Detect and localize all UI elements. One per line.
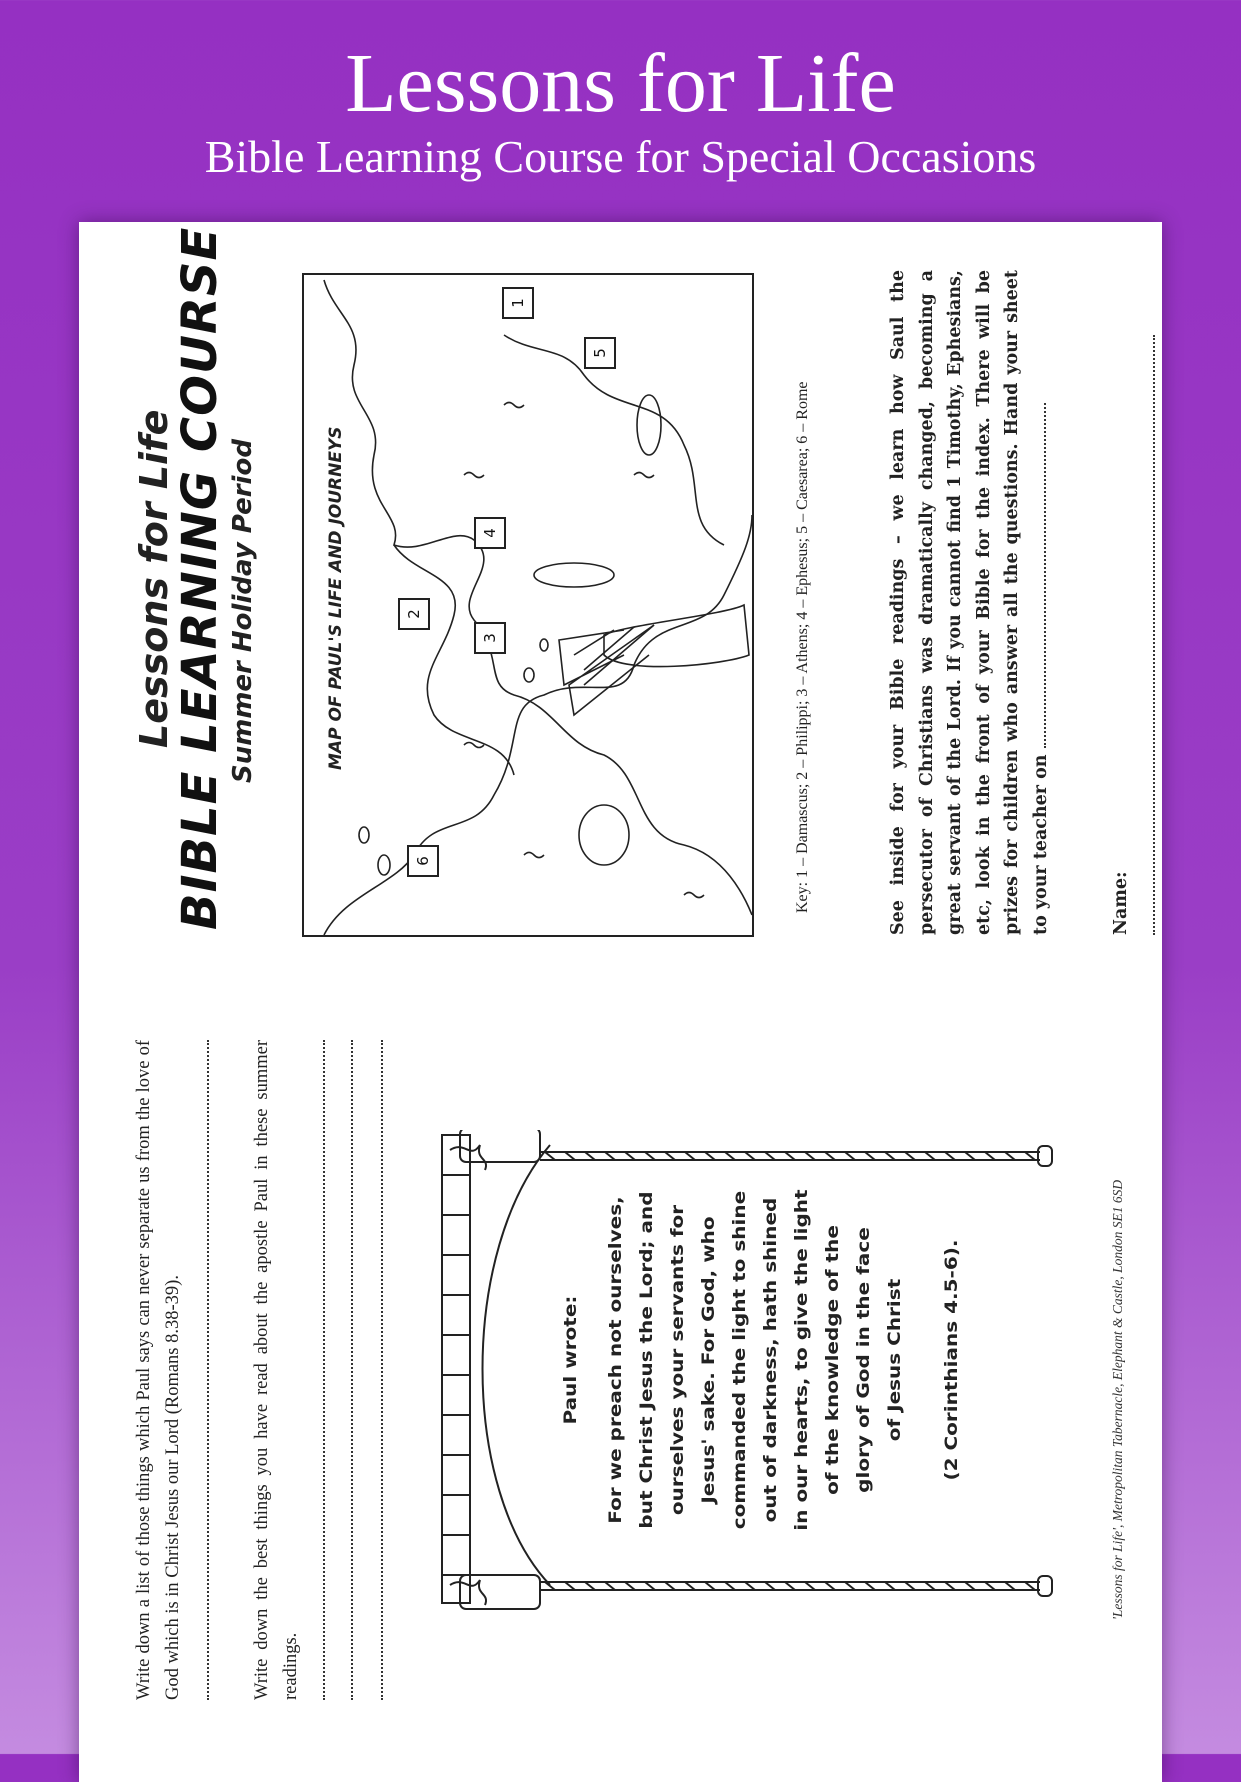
arch-curve bbox=[483, 1145, 551, 1585]
verse-line: Jesus' sake. For God, who bbox=[697, 1216, 719, 1504]
question-2-text: Write down the best things you have read about the apostle Paul in these summer readings. bbox=[252, 1040, 301, 1700]
verse-line: in our hearts, to give the light bbox=[790, 1189, 812, 1531]
cover-series-title: Lessons for Life bbox=[132, 409, 176, 748]
cover-course-title: BIBLE LEARNING COURSE bbox=[172, 226, 228, 930]
verse-intro: Paul wrote: bbox=[559, 1295, 581, 1425]
name-label: Name: bbox=[1111, 871, 1131, 935]
page-title: Lessons for Life bbox=[345, 37, 896, 130]
ship-hull bbox=[604, 605, 749, 667]
verse-line: but Christ Jesus the Lord; and bbox=[635, 1191, 657, 1529]
island-small-3 bbox=[378, 855, 390, 875]
map-illustration bbox=[304, 275, 752, 935]
verse-line: of Jesus Christ bbox=[883, 1278, 905, 1442]
flame-top bbox=[450, 1145, 486, 1170]
coastline-north bbox=[324, 280, 752, 915]
island-sicily bbox=[579, 805, 629, 865]
pillar-cap-top bbox=[460, 1130, 540, 1162]
verse-line: glory of God in the face bbox=[852, 1227, 874, 1493]
question-2-answer-line-1[interactable] bbox=[323, 1040, 325, 1700]
cover-period: Summer Holiday Period bbox=[228, 439, 258, 783]
verse-line: For we preach not ourselves, bbox=[604, 1196, 626, 1524]
question-1-text: Write down a list of those things which Paul says can never separate us from the love of God which is in Christ Jesus our Lord (Romans 8.38-39). bbox=[134, 1040, 183, 1700]
map-marker-4: 4 bbox=[474, 517, 506, 549]
name-row bbox=[1107, 270, 1164, 935]
island-small-2 bbox=[540, 639, 548, 651]
verse-line: of the knowledge of the bbox=[821, 1225, 843, 1495]
map-marker-6: 6 bbox=[407, 845, 439, 877]
intro-block bbox=[884, 270, 1164, 935]
question-2-answer-line-2[interactable] bbox=[351, 1040, 353, 1700]
pillar-bottom bbox=[540, 1576, 1052, 1596]
map-of-pauls-journeys bbox=[302, 273, 754, 937]
ship-sails bbox=[559, 625, 654, 715]
intro-paragraph bbox=[884, 270, 1055, 935]
map-title: MAP OF PAUL'S LIFE AND JOURNEYS bbox=[326, 426, 346, 770]
intro-text: See inside for your Bible readings – we learn how Saul the persecutor of Christians was dramatically changed, becoming a great servant of the Lord. If you cannot find 1 Timothy, Ephesians, etc, look in the front of your Bible for the index. There will be prizes for children who answer all the questions. Hand your sheet to your teacher on bbox=[888, 270, 1051, 935]
island-small-1 bbox=[524, 668, 534, 682]
island-cyprus bbox=[637, 395, 661, 455]
map-marker-2: 2 bbox=[398, 598, 430, 630]
island-crete bbox=[534, 563, 614, 587]
verse-line: out of darkness, hath shined bbox=[759, 1197, 781, 1523]
question-2 bbox=[248, 1040, 306, 1700]
verse-block bbox=[555, 1160, 967, 1560]
gate-bars bbox=[442, 1175, 470, 1575]
question-2-answer-line-3[interactable] bbox=[381, 1040, 383, 1700]
verse-line: commanded the light to shine bbox=[728, 1190, 750, 1530]
pillar-cap-bottom bbox=[460, 1575, 540, 1609]
page-subtitle: Bible Learning Course for Special Occasions bbox=[204, 131, 1037, 182]
arch-gate-frame bbox=[442, 1135, 470, 1603]
sea-coast bbox=[394, 545, 514, 775]
flame-bottom bbox=[450, 1580, 486, 1605]
verse-reference: (2 Corinthians 4.5-6). bbox=[940, 1239, 962, 1481]
map-marker-3: 3 bbox=[474, 622, 506, 654]
name-answer-line[interactable] bbox=[1153, 335, 1155, 935]
verse-line: ourselves your servants for bbox=[666, 1204, 688, 1516]
question-1 bbox=[130, 1040, 188, 1700]
map-marker-1: 1 bbox=[502, 287, 534, 319]
footer-credit: 'Lessons for Life', Metropolitan Tabernacle, Elephant & Castle, London SE1 6SD bbox=[1110, 1179, 1125, 1620]
map-key: Key: 1 – Damascus; 2 – Philippi; 3 – Athens; 4 – Ephesus; 5 – Caesarea; 6 – Rome bbox=[794, 381, 811, 913]
question-1-answer-line-1[interactable] bbox=[207, 1040, 209, 1700]
page-header bbox=[0, 0, 1241, 180]
date-answer-line[interactable] bbox=[1044, 403, 1046, 748]
island-small-4 bbox=[359, 827, 369, 843]
map-marker-5: 5 bbox=[584, 337, 616, 369]
